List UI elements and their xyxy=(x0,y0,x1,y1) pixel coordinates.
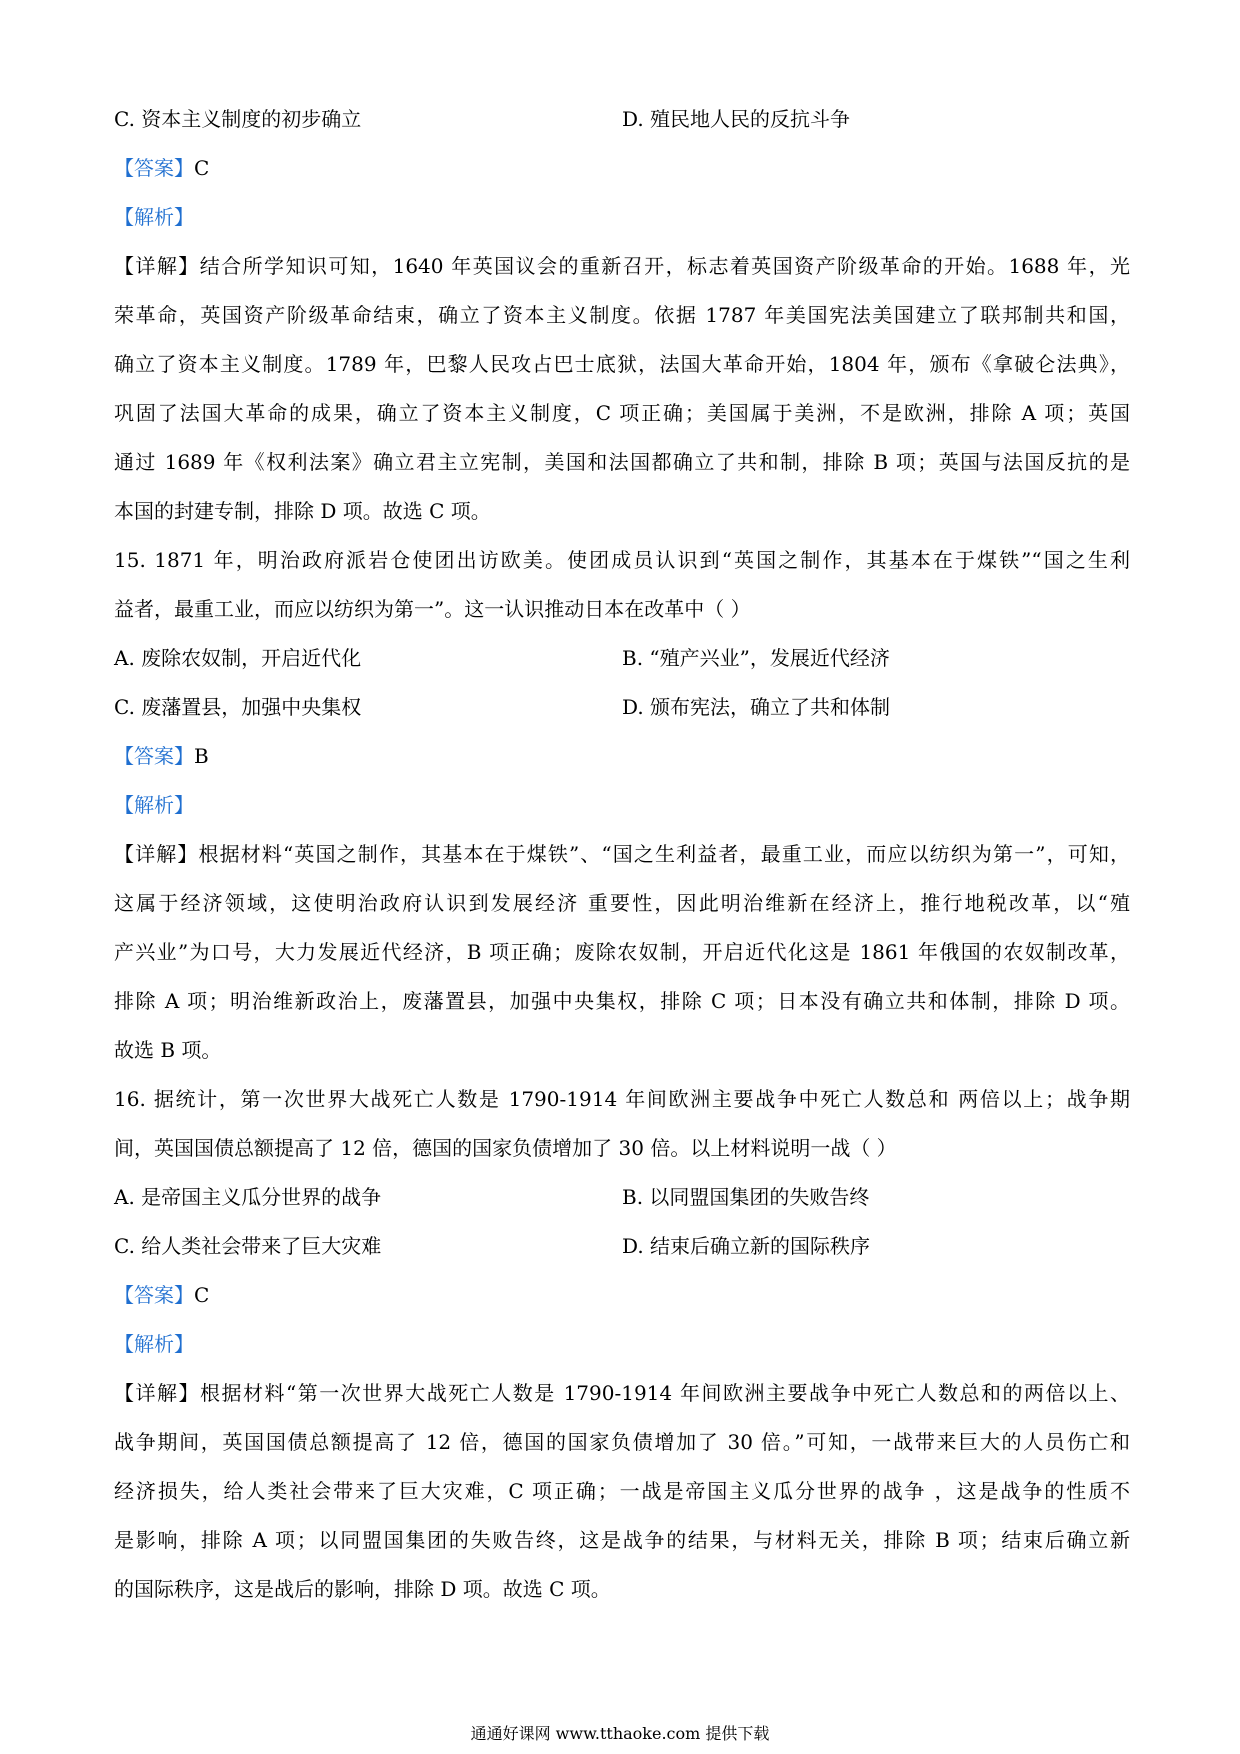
detail-text: 根据材料“英国之制作，其基本在于煤铁”、“国之生利益者，最重工业，而应以纺织为第一”，可知， xyxy=(198,842,1130,866)
answer-value: C xyxy=(194,1283,210,1307)
answer-tag: 【答案】 xyxy=(114,744,194,768)
q14-detail-line: 通过 1689 年《权利法案》确立君主立宪制，美国和法国都确立了共和制，排除 B 项；英国与法国反抗的是 xyxy=(114,450,1130,474)
q14-detail-line xyxy=(114,253,1130,279)
q14-analysis-tag xyxy=(114,204,1130,230)
q14-option-c: C. 资本主义制度的初步确立 xyxy=(114,107,362,131)
q16-detail-line: 是影响，排除 A 项；以同盟国集团的失败告终，这是战争的结果，与材料无关，排除 B 项；结束后确立新 xyxy=(114,1528,1130,1552)
answer-tag: 【答案】 xyxy=(114,156,194,180)
q15-option-c: C. 废藩置县，加强中央集权 xyxy=(114,695,362,719)
q15-detail-line xyxy=(114,841,1130,867)
q16-detail-line: 的国际秩序，这是战后的影响，排除 D 项。故选 C 项。 xyxy=(114,1577,611,1601)
q15-analysis-tag xyxy=(114,792,1130,818)
detail-tag: 【详解】 xyxy=(114,842,199,866)
detail-text: 结合所学知识可知，1640 年英国议会的重新召开，标志着英国资产阶级革命的开始。1688 年，光 xyxy=(199,254,1131,278)
q14-detail-line: 本国的封建专制，排除 D 项。故选 C 项。 xyxy=(114,499,491,523)
answer-tag: 【答案】 xyxy=(114,1283,194,1307)
q15-option-a: A. 废除农奴制，开启近代化 xyxy=(114,646,362,670)
q16-option-b: B. 以同盟国集团的失败告终 xyxy=(622,1185,870,1209)
detail-tag: 【详解】 xyxy=(114,254,200,278)
q15-detail-line: 排除 A 项；明治维新政治上，废藩置县，加强中央集权，排除 C 项；日本没有确立共和体制，排除 D 项。 xyxy=(114,989,1130,1013)
q16-detail-line xyxy=(114,1380,1130,1406)
q15-stem-line: 益者，最重工业，而应以纺织为第一”。这一认识推动日本在改革中（ ） xyxy=(114,597,751,621)
q16-stem-line: 间，英国国债总额提高了 12 倍，德国的国家负债增加了 30 倍。以上材料说明一战（ ） xyxy=(114,1136,897,1160)
q16-detail-line: 战争期间，英国国债总额提高了 12 倍，德国的国家负债增加了 30 倍。”可知，一战带来巨大的人员伤亡和 xyxy=(114,1430,1130,1454)
q16-option-a: A. 是帝国主义瓜分世界的战争 xyxy=(114,1185,382,1209)
q15-detail-line: 这属于经济领域，这使明治政府认识到发展经济 重要性，因此明治维新在经济上，推行地税改革，以“殖 xyxy=(114,891,1130,915)
detail-text: 根据材料“第一次世界大战死亡人数是 1790-1914 年间欧洲主要战争中死亡人数总和的两倍以上、 xyxy=(200,1381,1130,1405)
q15-detail-line: 故选 B 项。 xyxy=(114,1038,222,1062)
q15-answer xyxy=(114,743,1130,769)
q16-analysis-tag xyxy=(114,1331,1130,1357)
q15-detail-line: 产兴业”为口号，大力发展近代经济，B 项正确；废除农奴制，开启近代化这是 1861 年俄国的农奴制改革， xyxy=(114,940,1130,964)
q14-detail-line: 确立了资本主义制度。1789 年，巴黎人民攻占巴士底狱，法国大革命开始，1804 年，颁布《拿破仑法典》， xyxy=(114,352,1130,376)
q14-detail-line: 荣革命，英国资产阶级革命结束，确立了资本主义制度。依据 1787 年美国宪法美国建立了联邦制共和国， xyxy=(114,303,1130,327)
q16-detail-line: 经济损失，给人类社会带来了巨大灾难，C 项正确；一战是帝国主义瓜分世界的战争 ，这是战争的性质不 xyxy=(114,1479,1130,1503)
answer-value: B xyxy=(194,744,209,768)
analysis-tag: 【解析】 xyxy=(114,205,194,229)
q16-stem-line: 16. 据统计，第一次世界大战死亡人数是 1790-1914 年间欧洲主要战争中死亡人数总和 两倍以上；战争期 xyxy=(114,1087,1130,1111)
page-footer: 通通好课网 www.tthaoke.com 提供下载 xyxy=(470,1724,770,1743)
q15-option-d: D. 颁布宪法，确立了共和体制 xyxy=(622,695,891,719)
answer-value: C xyxy=(194,156,210,180)
q14-detail-line: 巩固了法国大革命的成果，确立了资本主义制度，C 项正确；美国属于美洲，不是欧洲，排除 A 项；英国 xyxy=(114,401,1130,425)
q15-stem-line: 15. 1871 年，明治政府派岩仓使团出访欧美。使团成员认识到“英国之制作，其基本在于煤铁”“国之生利 xyxy=(114,548,1130,572)
analysis-tag: 【解析】 xyxy=(114,1332,194,1356)
q15-option-b: B. “殖产兴业”，发展近代经济 xyxy=(622,646,890,670)
q16-option-c: C. 给人类社会带来了巨大灾难 xyxy=(114,1234,382,1258)
analysis-tag: 【解析】 xyxy=(114,793,194,817)
q16-answer xyxy=(114,1282,1130,1308)
q14-option-d: D. 殖民地人民的反抗斗争 xyxy=(622,107,851,131)
q14-answer xyxy=(114,155,1130,181)
q16-option-d: D. 结束后确立新的国际秩序 xyxy=(622,1234,871,1258)
detail-tag: 【详解】 xyxy=(114,1381,200,1405)
